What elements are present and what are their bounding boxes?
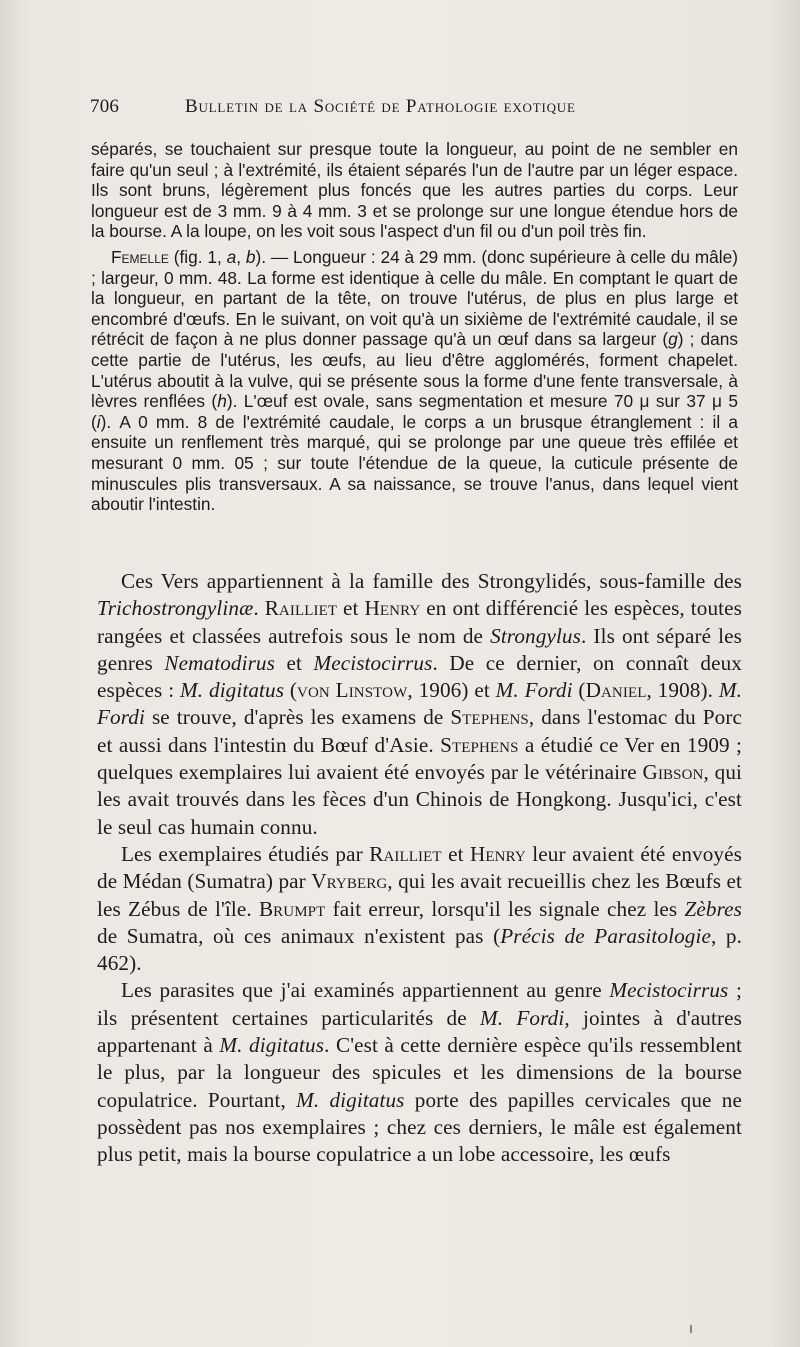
page-number: 706 [90, 96, 120, 117]
paragraph-specimen-origin: Les exemplaires étudiés par Railliet et Henry leur avaient été envoyés de Médan (Sumatra) par Vryberg, qui les avait recueillis chez les Bœufs et les Zébus de l'île. Brumpt fait erreur, lorsqu'il les signale chez les Zèbres de Sumatra, où ces animaux n'existent pas (Précis de Parasitologie, p. 462). [97, 841, 743, 976]
page-header [90, 96, 730, 118]
paragraph-male-spicules: séparés, se touchaient sur presque toute la longueur, au point de ne sembler en faire qu'un seul ; à l'extrémité, ils étaient séparés l'un de l'autre par un léger espace. Ils sont bruns, légèrement plus foncés que les autres parties du corps. Leur longueur est de 3 mm. 9 à 4 mm. 3 et se prolonge sur une longue étendue hors de la bourse. A la loupe, on les voit sous l'aspect d'un fil ou d'un poil très fin. [91, 139, 738, 242]
paragraph-examined-parasites: Les parasites que j'ai examinés appartiennent au genre Mecistocirrus ; ils présentent certaines particularités de M. Fordi, jointes à d'autres appartenant à M. digitatus. C'est à cette dernière espèce qu'ils ressemblent le plus, par la longueur des spicules et les dimensions de la bourse copulatrice. Pourtant, M. digitatus porte des papilles cervicales que ne possèdent pas nos exemplaires ; chez ces derniers, le mâle est également plus petit, mais la bourse copulatrice a un lobe accessoire, les œufs [97, 978, 742, 1167]
paragraph-female-description: Femelle (fig. 1, a, b). — Longueur : 24 à 29 mm. (donc supérieure à celle du mâle) ; largeur, 0 mm. 48. La forme est identique à celle du mâle. En comptant le quart de la longueur, en partant de la tête, on trouve l'utérus, de plus en plus large et encombré d'œufs. En le suivant, on voit qu'à un sixième de l'extrémité caudale, il se rétrécit de façon à ne plus donner passage qu'à un œuf dans sa largeur (g) ; dans cette partie de l'utérus, les œufs, au lieu d'être agglomérés, forment chapelet. L'utérus aboutit à la vulve, qui se présente sous la forme d'une fente transversale, à lèvres renflées (h). L'œuf est ovale, sans segmentation et mesure 70 μ sur 37 μ 5 (i). A 0 mm. 8 de l'extrémité caudale, le corps a un brusque étranglement : il a ensuite un renflement très marqué, qui se prolonge par une queue très effilée et mesurant 0 mm. 05 ; sur toute l'étendue de la queue, la cuticule présente de minuscules plis transversaux. A sa naissance, se trouve l'anus, dans lequel vient aboutir l'intestin. [91, 246, 738, 515]
main-text-section [97, 568, 742, 1169]
scan-artifact-mark [690, 1325, 692, 1333]
running-title: Bulletin de la Société de Pathologie exotique [185, 96, 576, 117]
female-label: Femelle [111, 246, 169, 267]
small-print-section [91, 139, 738, 515]
paragraph-classification: Ces Vers appartiennent à la famille des Strongylidés, sous-famille des Trichostrongylinæ. Railliet et Henry en ont différencié les espèces, toutes rangées et classées autrefois sous le nom de Strongylus. Ils ont séparé les genres Nematodirus et Mecistocirrus. De ce dernier, on connaît deux espèces : M. digitatus (von Linstow, 1906) et M. Fordi (Daniel, 1908). M. Fordi se trouve, d'après les examens de Stephens, dans l'estomac du Porc et aussi dans l'intestin du Bœuf d'Asie. Stephens a étudié ce Ver en 1909 ; quelques exemplaires lui avaient été envoyés par le vétérinaire Gibson, qui les avait trouvés dans les fèces d'un Chinois de Hongkong. Jusqu'ici, c'est le seul cas humain connu. [97, 569, 742, 839]
